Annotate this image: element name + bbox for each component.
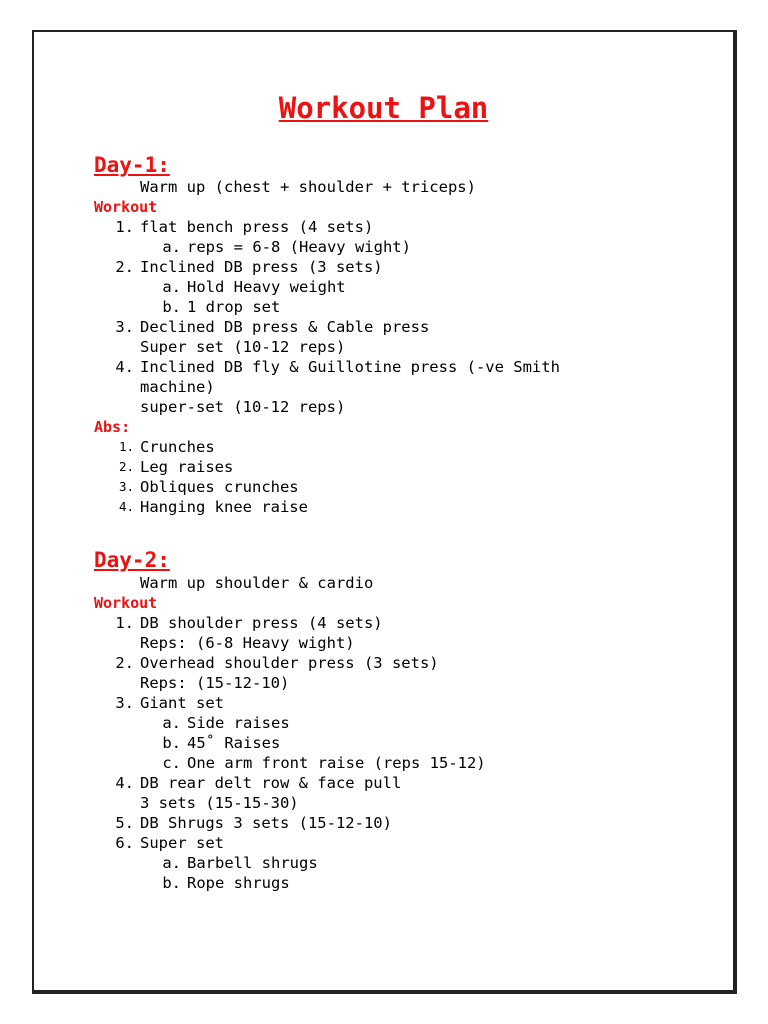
day1-subitem-letter: b. <box>162 298 181 316</box>
abs-item-number: 4. <box>118 499 134 514</box>
abs-item-number: 2. <box>118 459 134 474</box>
page-title: Workout Plan <box>278 91 489 125</box>
day2-subitem-text: Rope shrugs <box>187 874 290 892</box>
day2-subitem-letter: b. <box>162 874 181 892</box>
day2-item-number: 1. <box>115 614 134 632</box>
day2-subitem-text: 45˚ Raises <box>187 734 281 752</box>
day2-heading: Day-2: <box>94 548 170 572</box>
day2-item-text: DB rear delt row & face pull <box>140 774 402 792</box>
day2-subitem-letter: c. <box>162 754 181 772</box>
abs-item-text: Obliques crunches <box>140 478 299 496</box>
abs-item-text: Crunches <box>140 438 215 456</box>
day1-heading: Day-1: <box>94 153 170 177</box>
day2-subitem-letter: a. <box>162 854 181 872</box>
day2-item-continuation: 3 sets (15-15-30) <box>140 794 299 812</box>
day2-item-number: 5. <box>115 814 134 832</box>
day2-item-text: DB Shrugs 3 sets (15-12-10) <box>140 814 392 832</box>
day1-subitem-letter: a. <box>162 278 181 296</box>
abs-item-number: 3. <box>118 479 134 494</box>
day1-item-number: 2. <box>115 258 134 276</box>
day1-item-text: Inclined DB fly & Guillotine press (-ve Smith <box>140 358 560 376</box>
day1-item-text: Inclined DB press (3 sets) <box>140 258 383 276</box>
day1-item-continuation: super-set (10-12 reps) <box>140 398 346 416</box>
day2-item-text: DB shoulder press (4 sets) <box>140 614 383 632</box>
day2-item-number: 4. <box>115 774 134 792</box>
abs-item-text: Leg raises <box>140 458 234 476</box>
day1-item-number: 1. <box>115 218 134 236</box>
day1-warmup: Warm up (chest + shoulder + triceps) <box>140 178 476 196</box>
day1-subitem-text: 1 drop set <box>187 298 281 316</box>
document-page <box>32 30 737 994</box>
day2-item-number: 2. <box>115 654 134 672</box>
day2-item-text: Overhead shoulder press (3 sets) <box>140 654 439 672</box>
day2-item-continuation: Reps: (15-12-10) <box>140 674 290 692</box>
day2-item-text: Giant set <box>140 694 224 712</box>
day2-workout-label: Workout <box>94 594 158 612</box>
day1-abs-label: Abs: <box>94 418 131 436</box>
day2-subitem-text: Barbell shrugs <box>187 854 318 872</box>
day2-subitem-letter: b. <box>162 734 181 752</box>
abs-item-number: 1. <box>118 439 134 454</box>
day1-item-text: Declined DB press & Cable press <box>140 318 430 336</box>
day1-item-text: flat bench press (4 sets) <box>140 218 374 236</box>
day1-item-continuation: Super set (10-12 reps) <box>140 338 346 356</box>
day1-item-number: 3. <box>115 318 134 336</box>
day1-item-number: 4. <box>115 358 134 376</box>
day2-subitem-letter: a. <box>162 714 181 732</box>
day1-subitem-text: reps = 6-8 (Heavy wight) <box>187 238 411 256</box>
day1-item-continuation: machine) <box>140 378 215 396</box>
document-content <box>34 32 733 990</box>
day2-warmup: Warm up shoulder & cardio <box>140 574 374 592</box>
day1-subitem-letter: a. <box>162 238 181 256</box>
day2-subitem-text: Side raises <box>187 714 290 732</box>
day2-item-number: 6. <box>115 834 134 852</box>
day2-item-number: 3. <box>115 694 134 712</box>
day2-subitem-text: One arm front raise (reps 15-12) <box>187 754 486 772</box>
day2-item-continuation: Reps: (6-8 Heavy wight) <box>140 634 355 652</box>
abs-item-text: Hanging knee raise <box>140 498 308 516</box>
day2-item-text: Super set <box>140 834 224 852</box>
day1-subitem-text: Hold Heavy weight <box>187 278 346 296</box>
day1-workout-label: Workout <box>94 198 158 216</box>
